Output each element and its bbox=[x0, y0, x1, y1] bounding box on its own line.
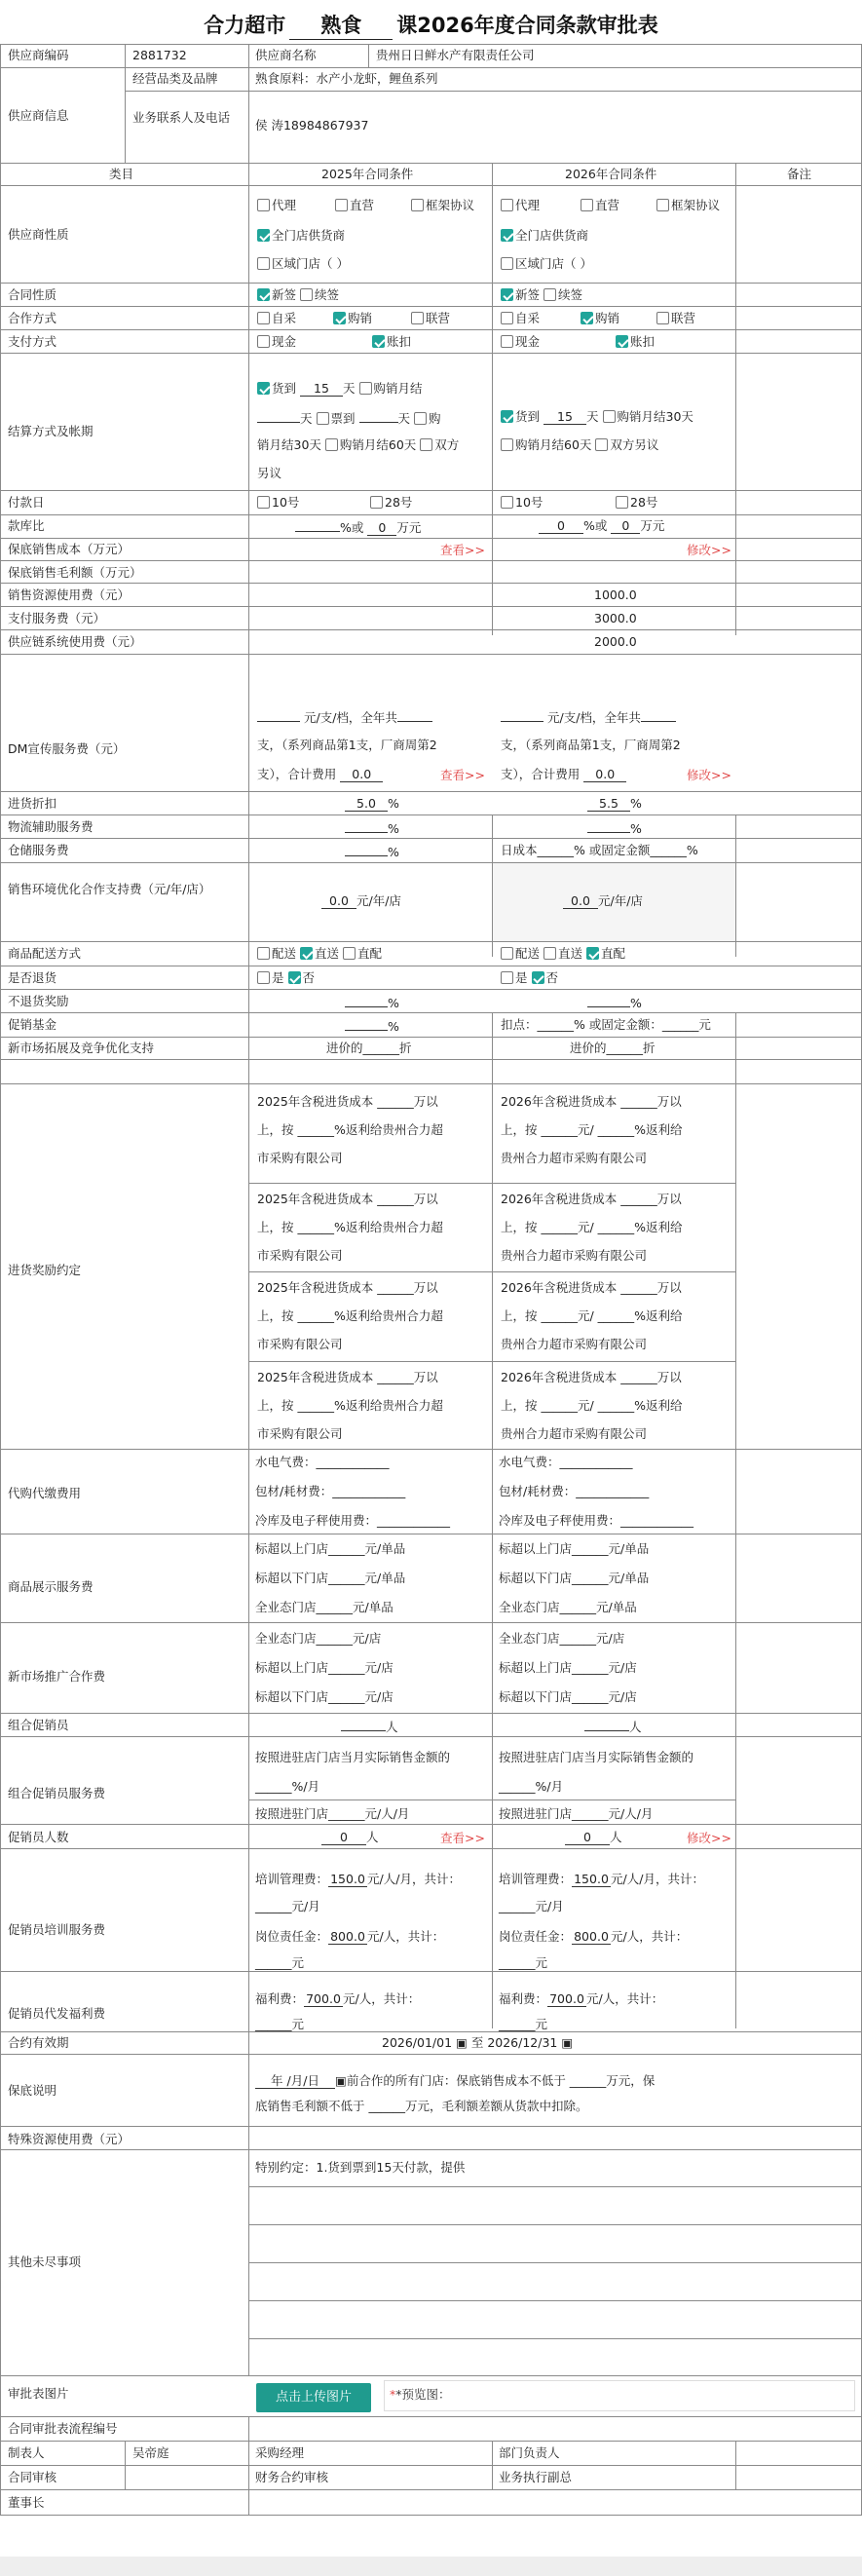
discount-2026: 5.5 % bbox=[587, 795, 642, 813]
newmkt-2025[interactable]: 进价的______折 bbox=[326, 1041, 412, 1055]
logistic-2026: % bbox=[587, 818, 642, 838]
dept-head-label: 部门负责人 bbox=[499, 2445, 560, 2460]
post-fee-2026[interactable]: 800.0 bbox=[572, 1929, 611, 1945]
direct-option-2026: 直营 bbox=[581, 197, 619, 214]
guarnote-label: 保底说明 bbox=[8, 2083, 57, 2098]
direct-option-2025: 直营 bbox=[335, 197, 374, 214]
deliver-checkbox-2026[interactable] bbox=[501, 947, 513, 960]
newmkt-2026[interactable]: 进价的______折 bbox=[570, 1041, 656, 1055]
ret-label: 是否退货 bbox=[8, 970, 57, 985]
agent-option-2026: 代理 bbox=[501, 197, 540, 214]
post-2026-l1: 岗位责任金： 800.0 元/人，共计： bbox=[499, 1929, 689, 1944]
pack-2026[interactable]: 包材/耗材费：____________ bbox=[499, 1484, 650, 1498]
frame-checkbox[interactable] bbox=[411, 199, 424, 211]
selfbuy-checkbox[interactable] bbox=[257, 312, 270, 324]
reward-2026-block4: 2026年含税进货成本 ______万以 上，按 ______元/ ______%返利给 贵州合力超市采购有限公司 bbox=[501, 1370, 683, 1441]
ad3-2025[interactable]: 标超以下门店______元/店 bbox=[255, 1689, 394, 1704]
d10-checkbox-2026[interactable] bbox=[501, 496, 513, 509]
renew-checkbox-2026[interactable] bbox=[543, 288, 556, 301]
ad3-2026[interactable]: 标超以下门店______元/店 bbox=[499, 1689, 637, 1704]
env-2026: 0.0 元/年/店 bbox=[563, 892, 643, 910]
welfare-fee-2026[interactable]: 700.0 bbox=[547, 1991, 586, 2007]
salesres-value: 1000.0 bbox=[594, 587, 637, 602]
buy30-checkbox-2026[interactable] bbox=[603, 410, 616, 423]
groupp-label: 组合促销员 bbox=[8, 1718, 69, 1732]
discount-2026-input[interactable]: 5.5 bbox=[587, 796, 630, 812]
disp3-2025[interactable]: 全业态门店______元/单品 bbox=[255, 1600, 394, 1614]
guargross-label: 保底销售毛利额（万元） bbox=[8, 565, 142, 580]
coop-joint-2026: 联营 bbox=[656, 310, 695, 327]
promocnt-2026: 0 人 bbox=[565, 1829, 622, 1846]
reward-2026-block2: 2026年含税进货成本 ______万以 上，按 ______元/ ______%返利给 贵州合力超市采购有限公司 bbox=[501, 1192, 683, 1263]
water-2026[interactable]: 水电气费：____________ bbox=[499, 1455, 633, 1469]
train-2025-l1: 培训管理费： 150.0 元/人/月，共计： bbox=[255, 1872, 461, 1886]
date-to-input[interactable]: 2026/12/31 bbox=[487, 2035, 558, 2050]
guarcost-label: 保底销售成本（万元） bbox=[8, 542, 131, 556]
delivery-2026: 配送 直送 直配 bbox=[501, 945, 625, 963]
calendar-icon[interactable]: ▣ bbox=[561, 2035, 574, 2050]
promocnt-2025-input[interactable]: 0 bbox=[321, 1830, 366, 1845]
dm-2025-l1: 元/支/档，全年共 bbox=[257, 707, 432, 727]
arrive-checkbox-2026[interactable] bbox=[501, 410, 513, 423]
settle-2025-line2: 天 票到 天 购 bbox=[257, 408, 441, 428]
train-2026-l1: 培训管理费： 150.0 元/人/月，共计： bbox=[499, 1872, 704, 1886]
direct-checkbox[interactable] bbox=[335, 199, 348, 211]
env-label: 销售环境优化合作支持费（元/年/店） bbox=[8, 882, 211, 896]
ctype-label: 合同性质 bbox=[8, 287, 57, 302]
logistic-2026-input[interactable] bbox=[587, 818, 630, 833]
no-checkbox-2026[interactable] bbox=[532, 971, 544, 984]
allstore-option-2026: 全门店供货商 bbox=[501, 227, 588, 245]
ratio-2026-b[interactable]: 0 bbox=[611, 518, 640, 534]
delivery-2025: 配送 直送 直配 bbox=[257, 945, 382, 963]
salesres-label: 销售资源使用费（元） bbox=[8, 587, 131, 602]
noret-2026: % bbox=[587, 993, 642, 1012]
reward-2025-block2: 2025年含税进货成本 ______万以 上，按 ______%返利给贵州合力超 市采购有限公司 bbox=[257, 1192, 443, 1263]
calendar-icon[interactable]: ▣ bbox=[456, 2035, 468, 2050]
other-label: 其他未尽事项 bbox=[8, 2254, 82, 2269]
coop-selfbuy-2025: 自采 bbox=[257, 310, 296, 327]
dm-2026-l1: 元/支/档，全年共 bbox=[501, 707, 676, 727]
directdel-checkbox-2026[interactable] bbox=[543, 947, 556, 960]
category-value[interactable]: 熟食原料：水产小龙虾，鲤鱼系列 bbox=[255, 71, 438, 86]
logistic-label: 物流辅助服务费 bbox=[8, 819, 94, 834]
title-prefix: 合力超市 bbox=[204, 14, 286, 37]
category-label: 经营品类及品牌 bbox=[132, 71, 218, 86]
supplier-info-label: 供应商信息 bbox=[8, 108, 69, 123]
dm-2026-input[interactable]: 0.0 bbox=[583, 767, 626, 782]
coop-joint-2025: 联营 bbox=[411, 310, 450, 327]
region-option-2026: 区域门店（ ） bbox=[501, 255, 592, 273]
promocnt-2026-input[interactable]: 0 bbox=[565, 1830, 610, 1845]
supplier-code-label: 供应商编码 bbox=[8, 48, 69, 62]
settle-2025-line1: 货到 15 天 购销月结 bbox=[257, 380, 423, 398]
welfare-2026-l1: 福利费： 700.0 元/人，共计： bbox=[499, 1991, 664, 2006]
buy60-checkbox[interactable] bbox=[325, 438, 338, 451]
ratio-2025-b[interactable]: 0 bbox=[367, 520, 396, 536]
warehouse-2025-input[interactable] bbox=[345, 842, 388, 856]
welfare-label: 促销员代发福利费 bbox=[8, 2006, 106, 2021]
welfare-2026-l2[interactable]: ______元 bbox=[499, 2017, 548, 2031]
gp2-2025[interactable]: ______%/月 bbox=[255, 1779, 320, 1794]
nature-label: 供应商性质 bbox=[8, 227, 69, 242]
dm-2026-l2: 支，（系列商品第1支，厂商周第2 bbox=[501, 738, 681, 752]
bottom-scrollbar[interactable] bbox=[0, 2557, 862, 2576]
logistic-2025-input[interactable] bbox=[345, 818, 388, 833]
ratio-2026-a[interactable]: 0 bbox=[539, 518, 583, 534]
promocnt-2025: 0 人 bbox=[321, 1829, 379, 1846]
gp3-2025[interactable]: 按照进驻门店______元/人/月 bbox=[255, 1806, 410, 1821]
post-2025-l1: 岗位责任金： 800.0 元/人，共计： bbox=[255, 1929, 445, 1944]
welfare-2025-l1: 福利费： 700.0 元/人，共计： bbox=[255, 1991, 421, 2006]
maker-label: 制表人 bbox=[8, 2445, 45, 2460]
cash-checkbox-2026[interactable] bbox=[501, 335, 513, 348]
welfare-2025-l2[interactable]: ______元 bbox=[255, 2017, 305, 2031]
settle-2026-line1: 货到 15 天 购销月结30天 bbox=[501, 408, 693, 426]
pay-deduct-2026: 账扣 bbox=[616, 333, 655, 351]
title-dept-input[interactable]: 熟食 bbox=[289, 10, 393, 40]
contact-label: 业务联系人及电话 bbox=[132, 110, 231, 125]
directmatch-checkbox-2026[interactable] bbox=[586, 947, 599, 960]
both-checkbox[interactable] bbox=[420, 438, 432, 451]
ratio-label: 款库比 bbox=[8, 518, 45, 533]
col-2025: 2025年合同条件 bbox=[321, 167, 414, 181]
d28-checkbox[interactable] bbox=[370, 496, 383, 509]
selfbuy-checkbox-2026[interactable] bbox=[501, 312, 513, 324]
agency-label: 代购代缴费用 bbox=[8, 1486, 82, 1500]
nature-2025-row1: 代理 bbox=[257, 197, 296, 214]
payday-10-2026: 10号 bbox=[501, 494, 543, 511]
supplier-name: 贵州日日鲜水产有限责任公司 bbox=[376, 48, 535, 62]
ratio-2025-a[interactable] bbox=[295, 517, 340, 532]
buysell-checkbox-2026[interactable] bbox=[581, 312, 593, 324]
calendar-icon[interactable]: ▣ bbox=[335, 2073, 347, 2088]
ad1-2025[interactable]: 全业态门店______元/店 bbox=[255, 1631, 382, 1646]
ad2-2025[interactable]: 标超以上门店______元/店 bbox=[255, 1660, 394, 1675]
reward-2025-block4: 2025年含税进货成本 ______万以 上，按 ______%返利给贵州合力超 市采购有限公司 bbox=[257, 1370, 443, 1441]
warehouse-label: 仓储服务费 bbox=[8, 843, 69, 857]
payday-28-2026: 28号 bbox=[616, 494, 657, 511]
validity-range: 2026/01/01 ▣ 至 2026/12/31 ▣ bbox=[382, 2035, 574, 2050]
settle-2025-line3: 销月结30天 购销月结60天 双方 bbox=[257, 437, 460, 452]
settle-2026-line2: 购销月结60天 双方另议 bbox=[501, 436, 658, 454]
agent-checkbox-2026[interactable] bbox=[501, 199, 513, 211]
payday-28-2025: 28号 bbox=[370, 494, 412, 511]
coop-selfbuy-2026: 自采 bbox=[501, 310, 540, 327]
train-label: 促销员培训服务费 bbox=[8, 1922, 106, 1937]
region-checkbox[interactable] bbox=[257, 257, 270, 270]
dm-2025-l3: 支），合计费用 0.0 bbox=[257, 766, 383, 783]
reward-2025-block3: 2025年含税进货成本 ______万以 上，按 ______%返利给贵州合力超 市采购有限公司 bbox=[257, 1280, 443, 1351]
date-from-input[interactable]: 2026/01/01 bbox=[382, 2035, 453, 2050]
other-line1[interactable]: 特别约定：1.货到票到15天付款，提供 bbox=[255, 2160, 466, 2175]
reward-2026-block3: 2026年含税进货成本 ______万以 上，按 ______元/ ______%返利给 贵州合力超市采购有限公司 bbox=[501, 1280, 683, 1351]
buyer-mgr-label: 采购经理 bbox=[255, 2445, 305, 2460]
region-option-2025: 区域门店（ ） bbox=[257, 255, 349, 273]
supply-label: 供应链系统使用费（元） bbox=[8, 634, 142, 649]
train-2025-l2[interactable]: ______元/月 bbox=[255, 1899, 320, 1913]
noret-2025: % bbox=[345, 993, 399, 1012]
joint-checkbox-2026[interactable] bbox=[656, 312, 669, 324]
noret-2025-input[interactable] bbox=[345, 993, 388, 1007]
edit-guarcost-link[interactable]: 修改>> bbox=[687, 543, 731, 557]
discount-label: 进货折扣 bbox=[8, 796, 57, 811]
ratio-2025: %或 0 万元 bbox=[295, 517, 421, 537]
env-2025-input[interactable]: 0.0 bbox=[321, 893, 356, 909]
ctype-2026: 新签 续签 bbox=[501, 286, 582, 304]
payday-10-2025: 10号 bbox=[257, 494, 299, 511]
directmatch-checkbox[interactable] bbox=[343, 947, 356, 960]
pay-cash-2026: 现金 bbox=[501, 333, 540, 351]
train-2026-l2[interactable]: ______元/月 bbox=[499, 1899, 564, 1913]
post-2025-l2[interactable]: ______元 bbox=[255, 1955, 305, 1970]
promofund-label: 促销基金 bbox=[8, 1017, 57, 1032]
ad1-2026[interactable]: 全业态门店______元/店 bbox=[499, 1631, 625, 1646]
paysvc-value: 3000.0 bbox=[594, 611, 637, 625]
upload-button[interactable]: 点击上传图片 bbox=[256, 2383, 371, 2412]
col-note: 备注 bbox=[787, 167, 812, 181]
deduct-checkbox-2026[interactable] bbox=[616, 335, 628, 348]
warehouse-2025: % bbox=[345, 842, 399, 861]
days-2025-input[interactable]: 15 bbox=[300, 381, 343, 397]
noret-label: 不退货奖励 bbox=[8, 994, 69, 1008]
allstore-checkbox-2026[interactable] bbox=[501, 229, 513, 242]
contact-value[interactable]: 侯 涛18984867937 bbox=[255, 118, 369, 133]
train-fee-2026[interactable]: 150.0 bbox=[572, 1872, 611, 1887]
fin-review-label: 财务合约审核 bbox=[255, 2470, 329, 2484]
gp1-2026: 按照进驻店门店当月实际销售金额的 bbox=[499, 1750, 694, 1764]
train-fee-2025[interactable]: 150.0 bbox=[328, 1872, 367, 1887]
newmkt-label: 新市场拓展及竞争优化支持 bbox=[8, 1041, 155, 1055]
guarnote-line1: 年 /月/日 ▣前合作的所有门店：保底销售成本不低于 ______万元，保 bbox=[255, 2072, 655, 2090]
frame-option-2025: 框架协议 bbox=[411, 197, 474, 214]
dm-2025-input[interactable]: 0.0 bbox=[340, 767, 383, 782]
deduct-checkbox[interactable] bbox=[372, 335, 385, 348]
discount-2025: 5.0 % bbox=[345, 795, 399, 813]
cold-2026[interactable]: 冷库及电子秤使用费：____________ bbox=[499, 1513, 694, 1528]
joint-checkbox[interactable] bbox=[411, 312, 424, 324]
edit-dm-link[interactable]: 修改>> bbox=[687, 768, 731, 782]
pay-deduct-2025: 账扣 bbox=[372, 333, 411, 351]
disp1-2025[interactable]: 标超以上门店______元/单品 bbox=[255, 1541, 406, 1556]
deliver-checkbox[interactable] bbox=[257, 947, 270, 960]
post-2026-l2[interactable]: ______元 bbox=[499, 1955, 548, 1970]
buymonth-checkbox[interactable] bbox=[359, 382, 372, 395]
dm-2026-l3: 支），合计费用 0.0 bbox=[501, 766, 626, 783]
supply-value: 2000.0 bbox=[594, 634, 637, 649]
approvalimg-label: 审批表图片 bbox=[8, 2386, 69, 2401]
yes-checkbox-2026[interactable] bbox=[501, 971, 513, 984]
col-item: 类目 bbox=[109, 167, 134, 181]
maker-name: 吴帝庭 bbox=[132, 2445, 169, 2460]
newad-label: 新市场推广合作费 bbox=[8, 1669, 106, 1684]
promofund-2026[interactable]: 扣点：______% 或固定金额：______元 bbox=[501, 1017, 711, 1032]
paysvc-label: 支付服务费（元） bbox=[8, 611, 106, 625]
buy-checkbox[interactable] bbox=[414, 412, 427, 425]
pay-cash-2025: 现金 bbox=[257, 333, 296, 351]
allstore-checkbox[interactable] bbox=[257, 229, 270, 242]
gp1-2025: 按照进驻店门店当月实际销售金额的 bbox=[255, 1750, 451, 1764]
edit-promocnt-link[interactable]: 修改>> bbox=[687, 1831, 731, 1845]
guarnote-date-input[interactable]: 年 /月/日 bbox=[255, 2073, 335, 2089]
buysell-checkbox[interactable] bbox=[333, 312, 346, 324]
buy60-checkbox-2026[interactable] bbox=[501, 438, 513, 451]
cold-2025[interactable]: 冷库及电子秤使用费：____________ bbox=[255, 1513, 451, 1528]
groupp-2025-input[interactable] bbox=[341, 1717, 386, 1731]
directdel-checkbox[interactable] bbox=[300, 947, 313, 960]
reward-2026-block1: 2026年含税进货成本 ______万以 上，按 ______元/ ______%返利给 贵州合力超市采购有限公司 bbox=[501, 1094, 683, 1165]
yes-checkbox[interactable] bbox=[257, 971, 270, 984]
settle-2025-line4: 另议 bbox=[257, 466, 282, 480]
coop-buysell-2025: 购销 bbox=[333, 310, 372, 327]
view-guarcost-link[interactable]: 查看>> bbox=[440, 543, 485, 557]
env-2026-input[interactable]: 0.0 bbox=[563, 893, 598, 909]
coop-label: 合作方式 bbox=[8, 311, 57, 325]
discount-2025-input[interactable]: 5.0 bbox=[345, 796, 388, 812]
reward-label: 进货奖励约定 bbox=[8, 1263, 82, 1277]
special-label: 特殊资源使用费（元） bbox=[8, 2132, 131, 2146]
both-checkbox-2026[interactable] bbox=[595, 438, 608, 451]
payday-label: 付款日 bbox=[8, 495, 45, 510]
supplier-name-label: 供应商名称 bbox=[255, 48, 317, 62]
preview-label: **预览图： bbox=[390, 2387, 451, 2402]
newsign-checkbox-2026[interactable] bbox=[501, 288, 513, 301]
guarnote-line2: 底销售毛利额不低于 ______万元，毛利额差额从货款中扣除。 bbox=[255, 2099, 588, 2113]
ratio-2026: 0 %或 0 万元 bbox=[539, 517, 664, 535]
groupp-2026-input[interactable] bbox=[584, 1717, 629, 1731]
d28-checkbox-2026[interactable] bbox=[616, 496, 628, 509]
warehouse-2026[interactable]: 日成本______% 或固定金额______% bbox=[501, 843, 698, 857]
groupp-2025: 人 bbox=[341, 1717, 398, 1736]
supplier-code: 2881732 bbox=[132, 48, 187, 62]
grouppfee-label: 组合促销员服务费 bbox=[8, 1786, 106, 1800]
direct-checkbox-2026[interactable] bbox=[581, 199, 593, 211]
logistic-2025: % bbox=[345, 818, 399, 838]
view-dm-link[interactable]: 查看>> bbox=[440, 768, 485, 782]
promofund-2025: % bbox=[345, 1016, 399, 1036]
groupp-2026: 人 bbox=[584, 1717, 642, 1736]
dm-label: DM宣传服务费（元） bbox=[8, 741, 126, 756]
promofund-2025-input[interactable] bbox=[345, 1016, 388, 1031]
renew-checkbox[interactable] bbox=[300, 288, 313, 301]
disp1-2026[interactable]: 标超以上门店______元/单品 bbox=[499, 1541, 650, 1556]
ctype-2025: 新签 续签 bbox=[257, 286, 339, 304]
gp2-2026[interactable]: ______%/月 bbox=[499, 1779, 564, 1794]
title-suffix: 课2026年度合同条款审批表 bbox=[396, 14, 658, 37]
validity-label: 合约有效期 bbox=[8, 2035, 69, 2050]
disp2-2025[interactable]: 标超以下门店______元/单品 bbox=[255, 1571, 406, 1585]
flowno-label: 合同审批表流程编号 bbox=[8, 2421, 118, 2436]
pack-2025[interactable]: 包材/耗材费：____________ bbox=[255, 1484, 406, 1498]
welfare-fee-2025[interactable]: 700.0 bbox=[304, 1991, 343, 2007]
coop-buysell-2026: 购销 bbox=[581, 310, 619, 327]
allstore-option-2025: 全门店供货商 bbox=[257, 227, 345, 245]
display-label: 商品展示服务费 bbox=[8, 1579, 94, 1594]
d10-checkbox[interactable] bbox=[257, 496, 270, 509]
cash-checkbox[interactable] bbox=[257, 335, 270, 348]
review-label: 合同审核 bbox=[8, 2470, 57, 2484]
vp-label: 业务执行副总 bbox=[499, 2470, 573, 2484]
dm-2025-l2: 支，（系列商品第1支，厂商周第2 bbox=[257, 738, 437, 752]
newsign-checkbox[interactable] bbox=[257, 288, 270, 301]
noret-2026-input[interactable] bbox=[587, 993, 630, 1007]
frame-option-2026: 框架协议 bbox=[656, 197, 720, 214]
promocnt-label: 促销员人数 bbox=[8, 1830, 69, 1844]
days-2026-input[interactable]: 15 bbox=[543, 409, 586, 425]
reward-2025-block1: 2025年含税进货成本 ______万以 上，按 ______%返利给贵州合力超 市采购有限公司 bbox=[257, 1094, 443, 1165]
post-fee-2025[interactable]: 800.0 bbox=[328, 1929, 367, 1945]
disp3-2026[interactable]: 全业态门店______元/单品 bbox=[499, 1600, 637, 1614]
gp3-2026[interactable]: 按照进驻门店______元/人/月 bbox=[499, 1806, 654, 1821]
env-2025: 0.0 元/年/店 bbox=[321, 892, 401, 910]
page-title bbox=[0, 0, 862, 49]
no-checkbox[interactable] bbox=[288, 971, 301, 984]
chairman-label: 董事长 bbox=[8, 2495, 45, 2510]
frame-checkbox-2026[interactable] bbox=[656, 199, 669, 211]
pay-label: 支付方式 bbox=[8, 334, 57, 349]
col-2026: 2026年合同条件 bbox=[565, 167, 657, 181]
delivery-label: 商品配送方式 bbox=[8, 946, 82, 961]
water-2025[interactable]: 水电气费：____________ bbox=[255, 1455, 390, 1469]
ret-2025: 是 否 bbox=[257, 969, 315, 987]
arrive-checkbox[interactable] bbox=[257, 382, 270, 395]
agent-checkbox[interactable] bbox=[257, 199, 270, 211]
view-promocnt-link[interactable]: 查看>> bbox=[440, 1831, 485, 1845]
ad2-2026[interactable]: 标超以上门店______元/店 bbox=[499, 1660, 637, 1675]
region-checkbox-2026[interactable] bbox=[501, 257, 513, 270]
settle-label: 结算方式及帐期 bbox=[8, 424, 94, 438]
ticket-checkbox[interactable] bbox=[317, 412, 329, 425]
ret-2026: 是 否 bbox=[501, 969, 558, 987]
preview-box bbox=[384, 2380, 855, 2411]
disp2-2026[interactable]: 标超以下门店______元/单品 bbox=[499, 1571, 650, 1585]
